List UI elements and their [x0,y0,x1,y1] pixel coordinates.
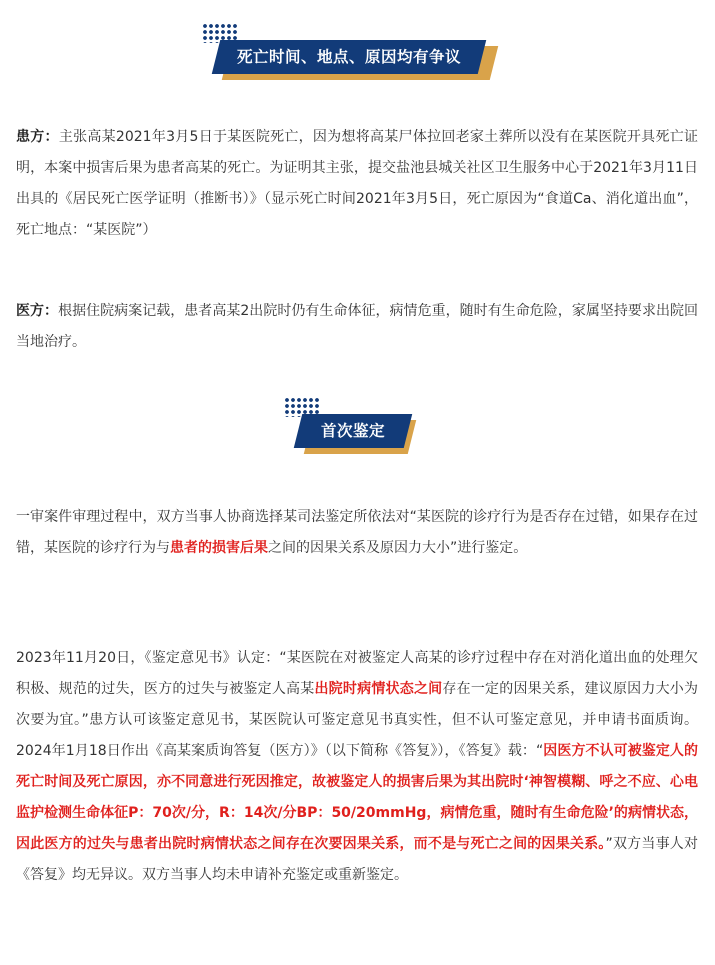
first-instance-paragraph [16,502,698,564]
appraisal-text-3: ”双方当事人对《答复》均无异议。双方当事人均未申请补充鉴定或重新鉴定。 [16,836,698,883]
patient-label: 患方： [16,129,59,145]
appraisal-paragraph [16,643,698,891]
appraisal-text-1: 2023年11月20日，《鉴定意见书》认定：“某医院在对被鉴定人高某的诊疗过程中存在对消化道出血的处理欠积极、规范的过失，医方的过失与被鉴定人高某 [16,650,698,697]
section-banner-first-appraisal [298,414,410,450]
section-title: 死亡时间、地点、原因均有争议 [236,48,461,66]
patient-claim-paragraph [16,122,698,246]
first-instance-text-2: 之间的因果关系及原因力大小”进行鉴定。 [268,540,528,556]
section-banner-dispute [216,40,492,76]
patient-claim-text: 主张高某2021年3月5日于某医院死亡，因为想将高某尸体拉回老家土葬所以没有在某医院开具死亡证明，本案中损害后果为患者高某的死亡。为证明其主张，提交盐池县城关社区卫生服务中心于2021年3月11日出具的《居民死亡医学证明（推断书）》（显示死亡时间2021年3月5日，死亡原因为“食道Ca、消化道出血”，死亡地点：“某医院”） [16,129,698,238]
appraisal-text-2: 存在一定的因果关系，建议原因力大小为次要为宜。”患方认可该鉴定意见书，某医院认可鉴定意见书真实性，但不认可鉴定意见，并申请书面质询。2024年1月18日作出《高某案质询答复（医方）》（以下简称《答复》），《答复》载：“ [16,681,699,759]
section-title: 首次鉴定 [320,422,385,440]
hospital-claim-text: 根据住院病案记载，患者高某2出院时仍有生命体征，病情危重，随时有生命危险，家属坚持要求出院回当地治疗。 [16,303,699,350]
highlight-damage-consequence: 患者的损害后果 [170,540,268,556]
dot-grid-icon [202,23,238,43]
highlight-discharge-state: 出院时病情状态之间 [314,681,443,697]
hospital-claim-paragraph [16,296,698,358]
dot-grid-icon [284,397,320,417]
first-instance-text-1: 一审案件审理过程中，双方当事人协商选择某司法鉴定所依法对“某医院的诊疗行为是否存在过错，如果存在过错，某医院的诊疗行为与 [16,509,698,556]
hospital-label: 医方： [16,303,59,319]
highlight-reply-quote: 因医方不认可被鉴定人的死亡时间及死亡原因，亦不同意进行死因推定，故被鉴定人的损害后果为其出院时‘神智模糊、呼之不应、心电监护检测生命体征P：70次/分，R：14次/分BP：50/20mmHg，病情危重，随时有生命危险’的病情状态，因此医方的过失与患者出院时病情状态之间存在次要因果关系，而不是与死亡之间的因果关系。 [16,743,698,852]
